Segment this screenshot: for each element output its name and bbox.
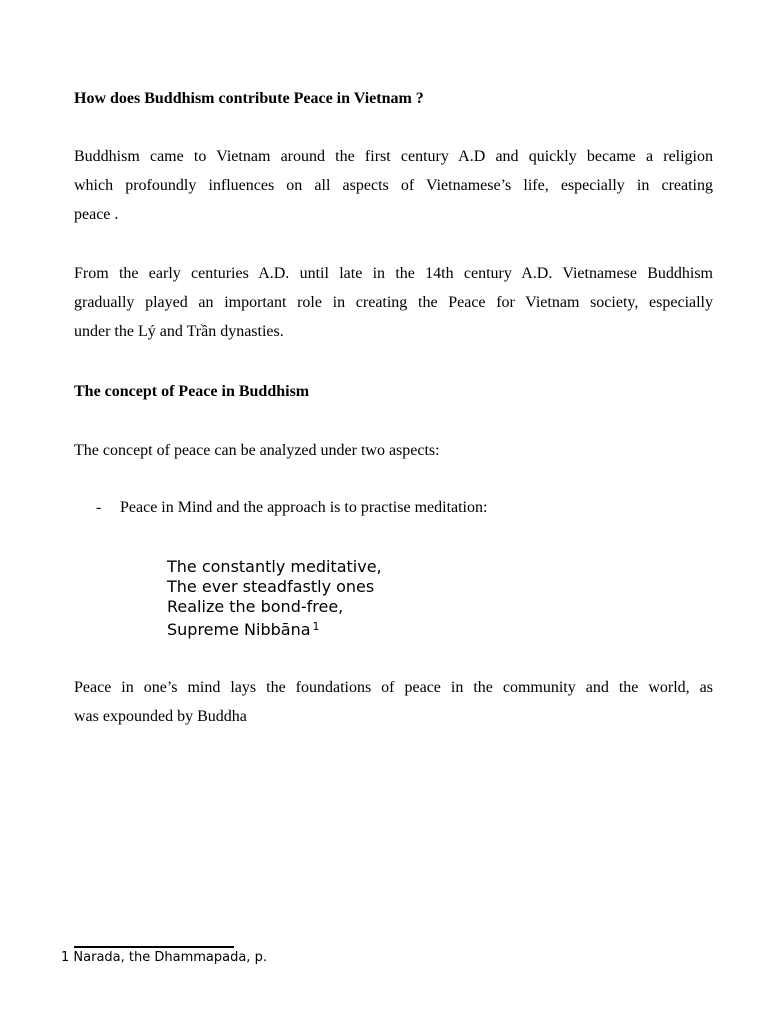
verse-line: Realize the bond-free, (167, 597, 344, 616)
verse-line (167, 617, 382, 640)
paragraph-intro (74, 142, 713, 229)
footnote-separator (74, 946, 234, 948)
paragraph-line: peace . (74, 206, 119, 223)
paragraph-line: was expounded by Buddha (74, 708, 247, 725)
verse-line-text: Supreme Nibbāna (167, 620, 311, 639)
paragraph-line: under the Lý and Trần dynasties. (74, 323, 284, 340)
verse-line: The ever steadfastly ones (167, 577, 375, 596)
paragraph-conclusion (74, 673, 713, 731)
bullet-marker: - (96, 499, 102, 516)
verse-line: The constantly meditative, (167, 557, 382, 576)
bullet-text: Peace in Mind and the approach is to practise meditation: (120, 499, 488, 516)
bullet-item (96, 498, 487, 518)
paragraph-history (74, 259, 713, 346)
paragraph-line: which profoundly influences on all aspects of Vietnamese’s life, especially in creating (74, 177, 713, 194)
paragraph-line: Peace in one’s mind lays the foundations of peace in the community and the world, as (74, 679, 713, 696)
paragraph-line: From the early centuries A.D. until late in the 14th century A.D. Vietnamese Buddhism (74, 265, 713, 282)
footnote-reference[interactable]: 1 (312, 620, 320, 633)
footnote-text: 1 Narada, the Dhammapada, p. (61, 950, 267, 965)
paragraph-aspects: The concept of peace can be analyzed under two aspects: (74, 442, 440, 459)
paragraph-line: Buddhism came to Vietnam around the first century A.D and quickly became a religion (74, 148, 713, 165)
verse-quote (167, 557, 382, 640)
section-heading: The concept of Peace in Buddhism (74, 383, 310, 400)
document-title: How does Buddhism contribute Peace in Vietnam ? (74, 90, 424, 107)
paragraph-line: gradually played an important role in creating the Peace for Vietnam society, especially (74, 294, 713, 311)
